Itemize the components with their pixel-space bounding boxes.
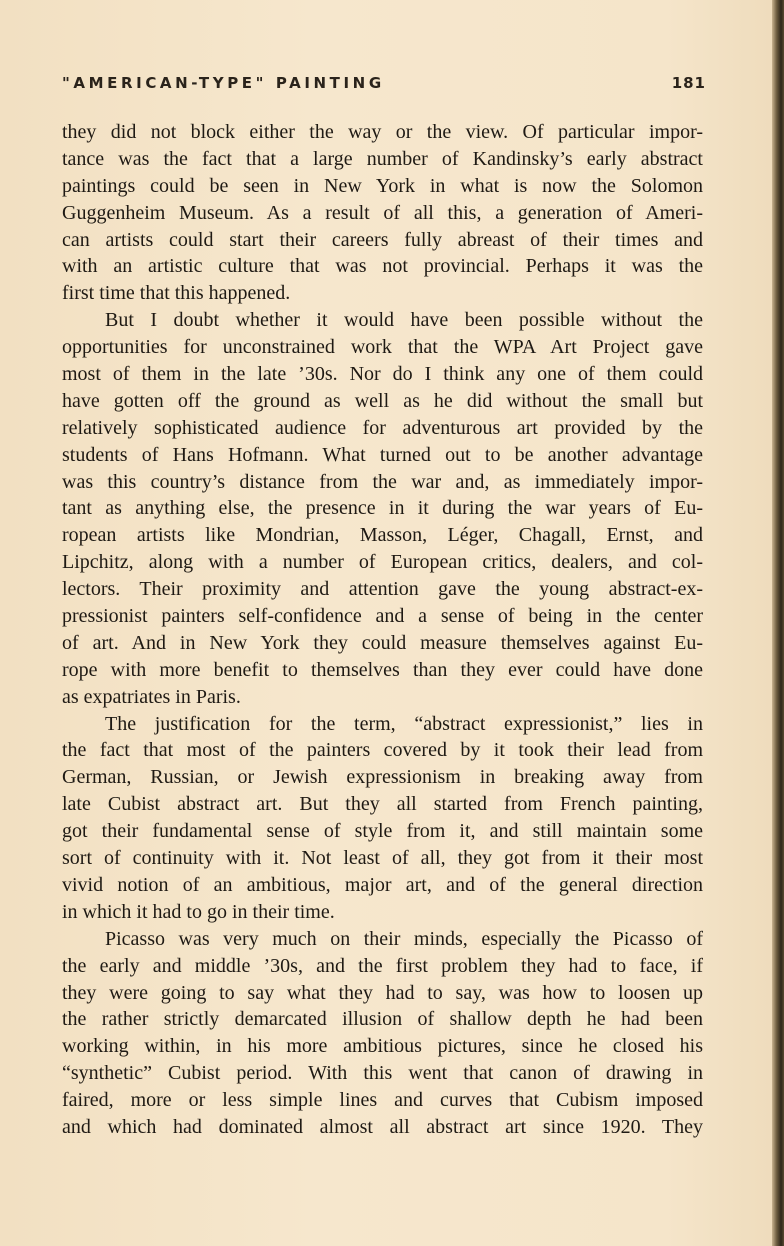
text-line: relatively sophisticated audience for adventurous art provided by the (62, 416, 703, 439)
text-line: they did not block either the way or the view. Of particular impor- (62, 121, 703, 143)
text-line: tant as anything else, the presence in it during the war years of Eu- (62, 497, 703, 520)
text-line: vivid notion of an ambitious, major art, and of the general direction (62, 873, 703, 896)
text-line: The justification for the term, “abstract expressionist,” lies in (105, 712, 703, 735)
text-line: German, Russian, or Jewish expressionism in breaking away from (62, 766, 703, 789)
text-line: sort of continuity with it. Not least of all, they got from it their most (62, 847, 703, 870)
text-line: have gotten off the ground as well as he did without the small but (62, 389, 703, 412)
text-line: can artists could start their careers fully abreast of their times and (62, 228, 703, 251)
text-line: ropean artists like Mondrian, Masson, Léger, Chagall, Ernst, and (62, 524, 703, 547)
text-line: with an artistic culture that was not provincial. Perhaps it was the (62, 255, 703, 278)
text-line: the early and middle ’30s, and the first problem they had to face, if (62, 954, 703, 977)
text-line: they were going to say what they had to say, was how to loosen up (62, 981, 703, 1004)
text-line: rope with more benefit to themselves than they ever could have done (62, 658, 703, 681)
text-line: lectors. Their proximity and attention gave the young abstract-ex- (62, 578, 703, 601)
text-line: Picasso was very much on their minds, especially the Picasso of (105, 927, 703, 950)
text-line: the rather strictly demarcated illusion of shallow depth he had been (62, 1008, 703, 1031)
text-line: opportunities for unconstrained work that the WPA Art Project gave (62, 336, 703, 359)
paragraph-2 (62, 307, 703, 710)
text-line: got their fundamental sense of style from it, and still maintain some (62, 820, 703, 843)
running-title: "AMERICAN-TYPE" PAINTING (62, 74, 385, 92)
text-line: most of them in the late ’30s. Nor do I think any one of them could (62, 363, 703, 386)
text-line: working within, in his more ambitious pictures, since he closed his (62, 1035, 703, 1058)
text-line: was this country’s distance from the war and, as immediately impor- (62, 470, 703, 493)
text-line: as expatriates in Paris. (62, 685, 241, 708)
text-line: late Cubist abstract art. But they all started from French painting, (62, 793, 703, 816)
book-spine-edge (772, 0, 784, 1246)
paragraph-1 (62, 119, 703, 307)
text-line: in which it had to go in their time. (62, 900, 335, 923)
text-line: tance was the fact that a large number of Kandinsky’s early abstract (62, 147, 703, 170)
text-line: faired, more or less simple lines and curves that Cubism imposed (62, 1089, 703, 1112)
text-line: and which had dominated almost all abstract art since 1920. They (62, 1115, 703, 1138)
text-line: the fact that most of the painters covered by it took their lead from (62, 739, 703, 762)
text-line: Guggenheim Museum. As a result of all this, a generation of Ameri- (62, 201, 703, 224)
text-line: But I doubt whether it would have been possible without the (105, 309, 703, 332)
text-line: “synthetic” Cubist period. With this went that canon of drawing in (62, 1062, 703, 1085)
page-number: 181 (671, 74, 706, 92)
paragraph-3 (62, 711, 703, 926)
text-line: of art. And in New York they could measure themselves against Eu- (62, 631, 703, 654)
text-line: pressionist painters self-confidence and a sense of being in the center (62, 605, 703, 628)
text-line: paintings could be seen in New York in what is now the Solomon (62, 174, 703, 197)
text-line: first time that this happened. (62, 282, 291, 305)
text-line: Lipchitz, along with a number of European critics, dealers, and col- (62, 551, 703, 574)
body-text (62, 119, 703, 1141)
paragraph-4 (62, 926, 703, 1141)
text-line: students of Hans Hofmann. What turned out to be another advantage (62, 443, 703, 466)
running-header (62, 74, 706, 98)
